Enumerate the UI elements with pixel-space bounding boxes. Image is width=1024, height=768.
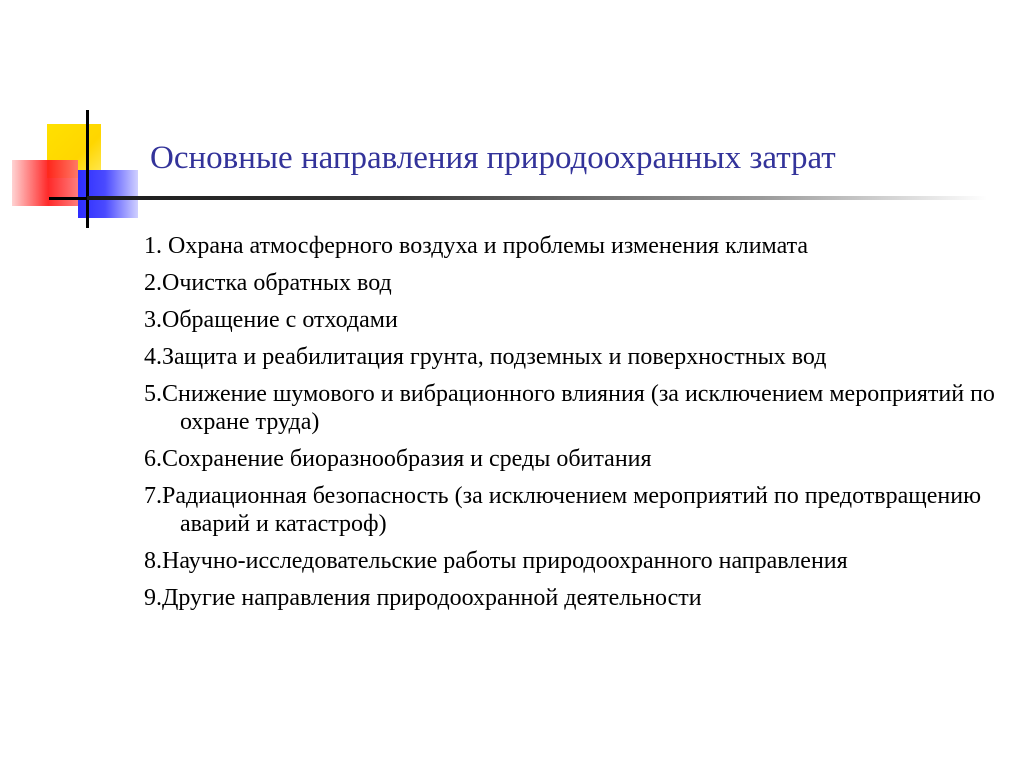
list-item: 4.Защита и реабилитация грунта, подземных и поверхностных вод xyxy=(144,344,827,370)
list-item: 9.Другие направления природоохранной деятельности xyxy=(144,585,702,611)
list-item: 1. Охрана атмосферного воздуха и проблемы изменения климата xyxy=(144,233,809,259)
list-item: 8.Научно-исследовательские работы природоохранного направления xyxy=(144,548,848,574)
decorative-logo-graphic xyxy=(0,100,150,240)
list-item: 3.Обращение с отходами xyxy=(144,307,398,333)
list-item: 6.Сохранение биоразнообразия и среды обитания xyxy=(144,446,652,472)
list-item: 2.Очистка обратных вод xyxy=(144,270,392,296)
directions-list xyxy=(144,232,1004,621)
list-item: 5.Снижение шумового и вибрационного влияния (за исключением мероприятий по охране труда) xyxy=(144,381,995,435)
list-item: 7.Радиационная безопасность (за исключением мероприятий по предотвращению аварий и катастроф) xyxy=(144,483,982,537)
vertical-line-shape xyxy=(86,110,89,228)
slide-title: Основные направления природоохранных затрат xyxy=(150,140,836,176)
title-underline xyxy=(87,196,987,200)
